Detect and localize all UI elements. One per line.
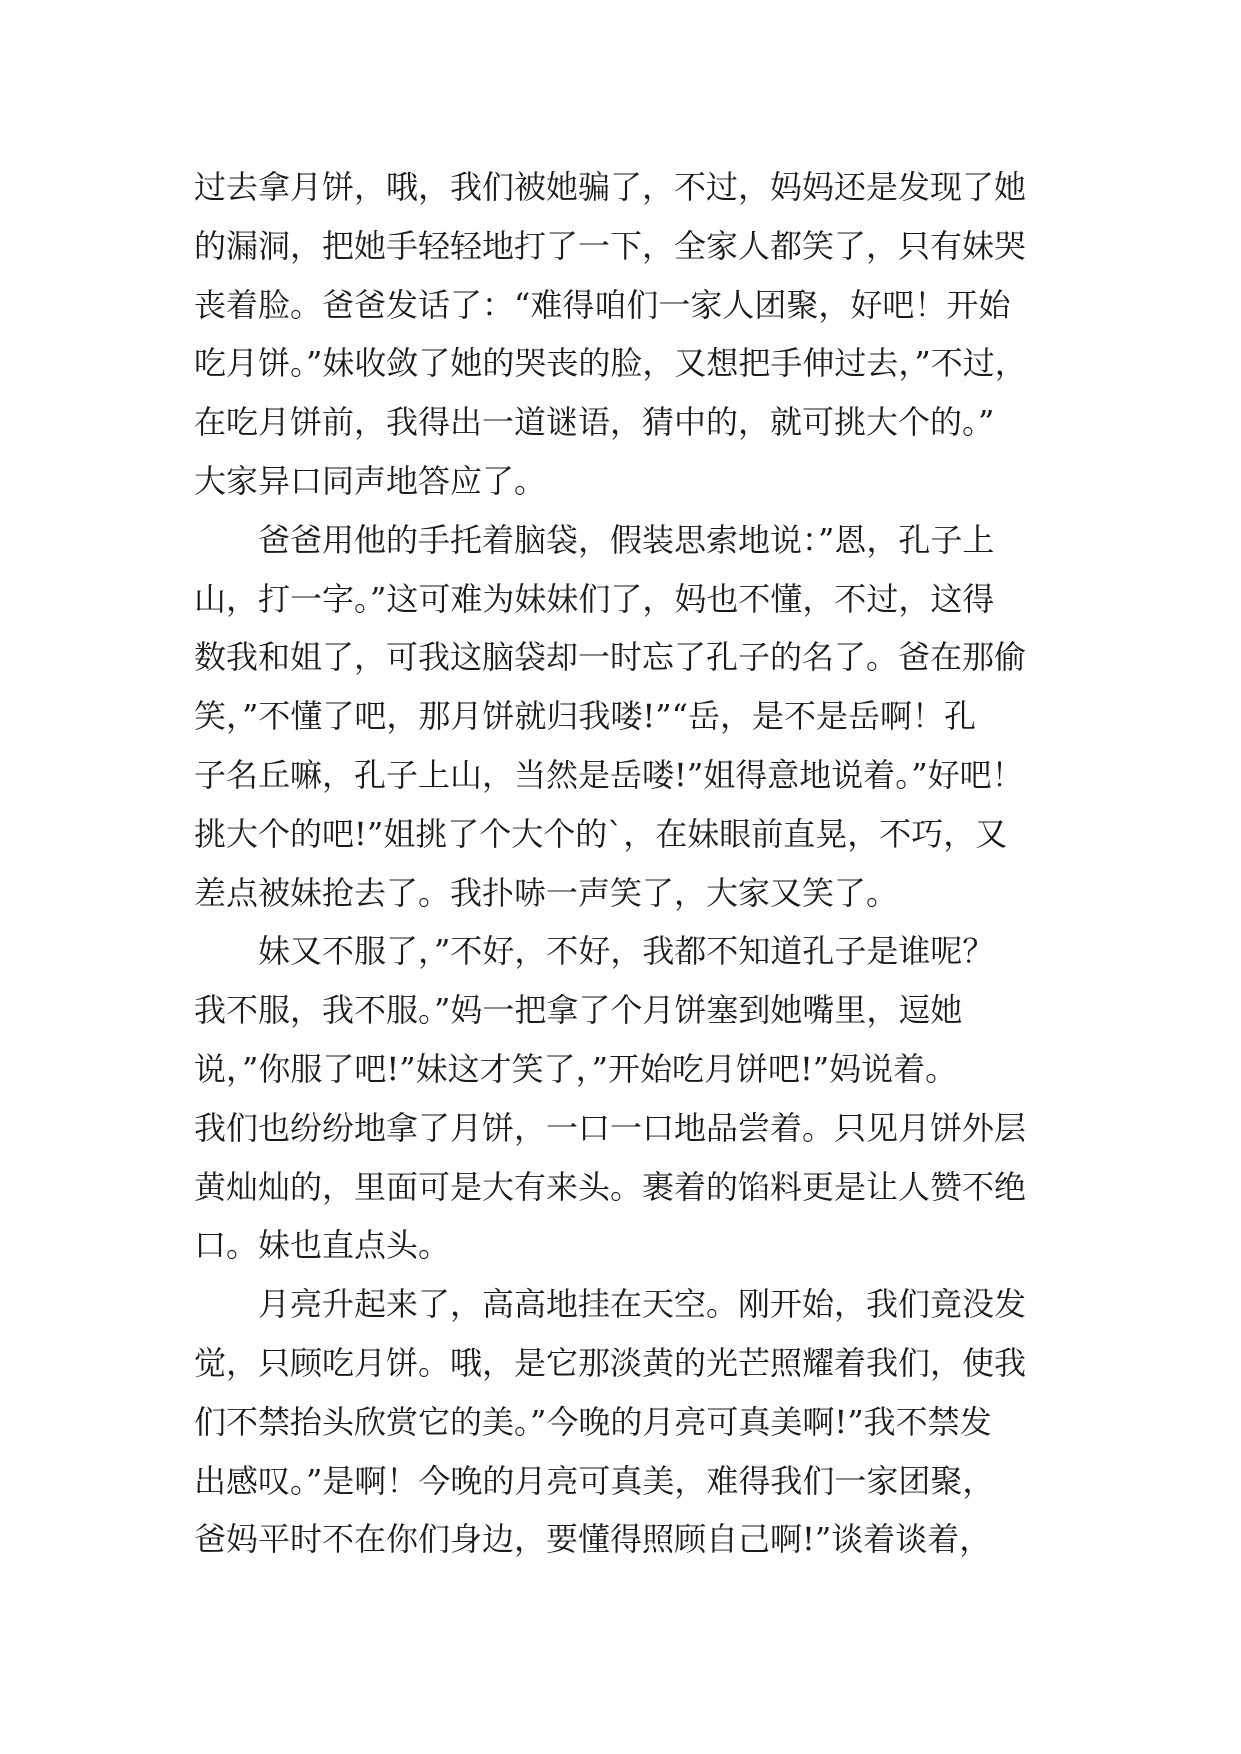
- paragraph-first-line: 月亮升起来了，高高地挂在天空。刚开始，我们竟没发: [258, 1285, 1027, 1324]
- text-line: 说，”你服了吧!”妹这才笑了，”开始吃月饼吧!”妈说着。: [194, 1049, 958, 1088]
- text-line: 挑大个的吧!”姐挑了个大个的`，在妹眼前直晃，不巧，又: [194, 814, 1008, 853]
- text-line: 丧着脸。爸爸发话了：“难得咱们一家人团聚，好吧！开始: [194, 285, 1011, 324]
- text-line: 我们也纷纷地拿了月饼，一口一口地品尝着。只见月饼外层: [194, 1108, 1027, 1147]
- body-text: [194, 158, 1094, 1569]
- text-line: 过去拿月饼，哦，我们被她骗了，不过，妈妈还是发现了她: [194, 168, 1027, 206]
- text-line: 们不禁抬头欣赏它的美。”今晚的月亮可真美啊!”我不禁发: [194, 1402, 992, 1441]
- text-line: 爸妈平时不在你们身边，要懂得照顾自己啊!”谈着谈着，: [194, 1520, 992, 1559]
- text-line: 在吃月饼前，我得出一道谜语，猜中的，就可挑大个的。”: [194, 403, 995, 442]
- text-line: 觉，只顾吃月饼。哦，是它那淡黄的光芒照耀着我们，使我: [194, 1343, 1027, 1382]
- text-line: 子名丘嘛，孔子上山，当然是岳喽!”姐得意地说着。”好吧！: [194, 755, 1024, 794]
- text-line: 数我和姐了，可我这脑袋却一时忘了孔子的名了。爸在那偷: [194, 638, 1027, 677]
- paragraph-first-line: 爸爸用他的手托着脑袋，假装思索地说：”恩，孔子上: [258, 520, 995, 559]
- paragraph-first-line: 妹又不服了，”不好，不好，我都不知道孔子是谁呢？: [258, 932, 995, 971]
- text-line: 差点被妹抢去了。我扑哧一声笑了，大家又笑了。: [194, 873, 899, 912]
- text-line: 的漏洞，把她手轻轻地打了一下，全家人都笑了，只有妹哭: [194, 226, 1027, 265]
- text-line: 出感叹。”是啊！今晚的月亮可真美，难得我们一家团聚，: [194, 1461, 995, 1500]
- text-line: 黄灿灿的，里面可是大有来头。裹着的馅料更是让人赞不绝: [194, 1167, 1027, 1206]
- text-line: 笑，”不懂了吧，那月饼就归我喽!”“岳，是不是岳啊！孔: [194, 697, 976, 736]
- text-line: 大家异口同声地答应了。: [194, 461, 547, 500]
- text-line: 口。妹也直点头。: [194, 1226, 451, 1265]
- text-line: 山，打一字。”这可难为妹妹们了，妈也不懂，不过，这得: [194, 579, 995, 618]
- text-line: 吃月饼。”妹收敛了她的哭丧的脸，又想把手伸过去，”不过，: [194, 344, 1027, 383]
- text-line: 我不服，我不服。”妈一把拿了个月饼塞到她嘴里，逗她: [194, 991, 963, 1030]
